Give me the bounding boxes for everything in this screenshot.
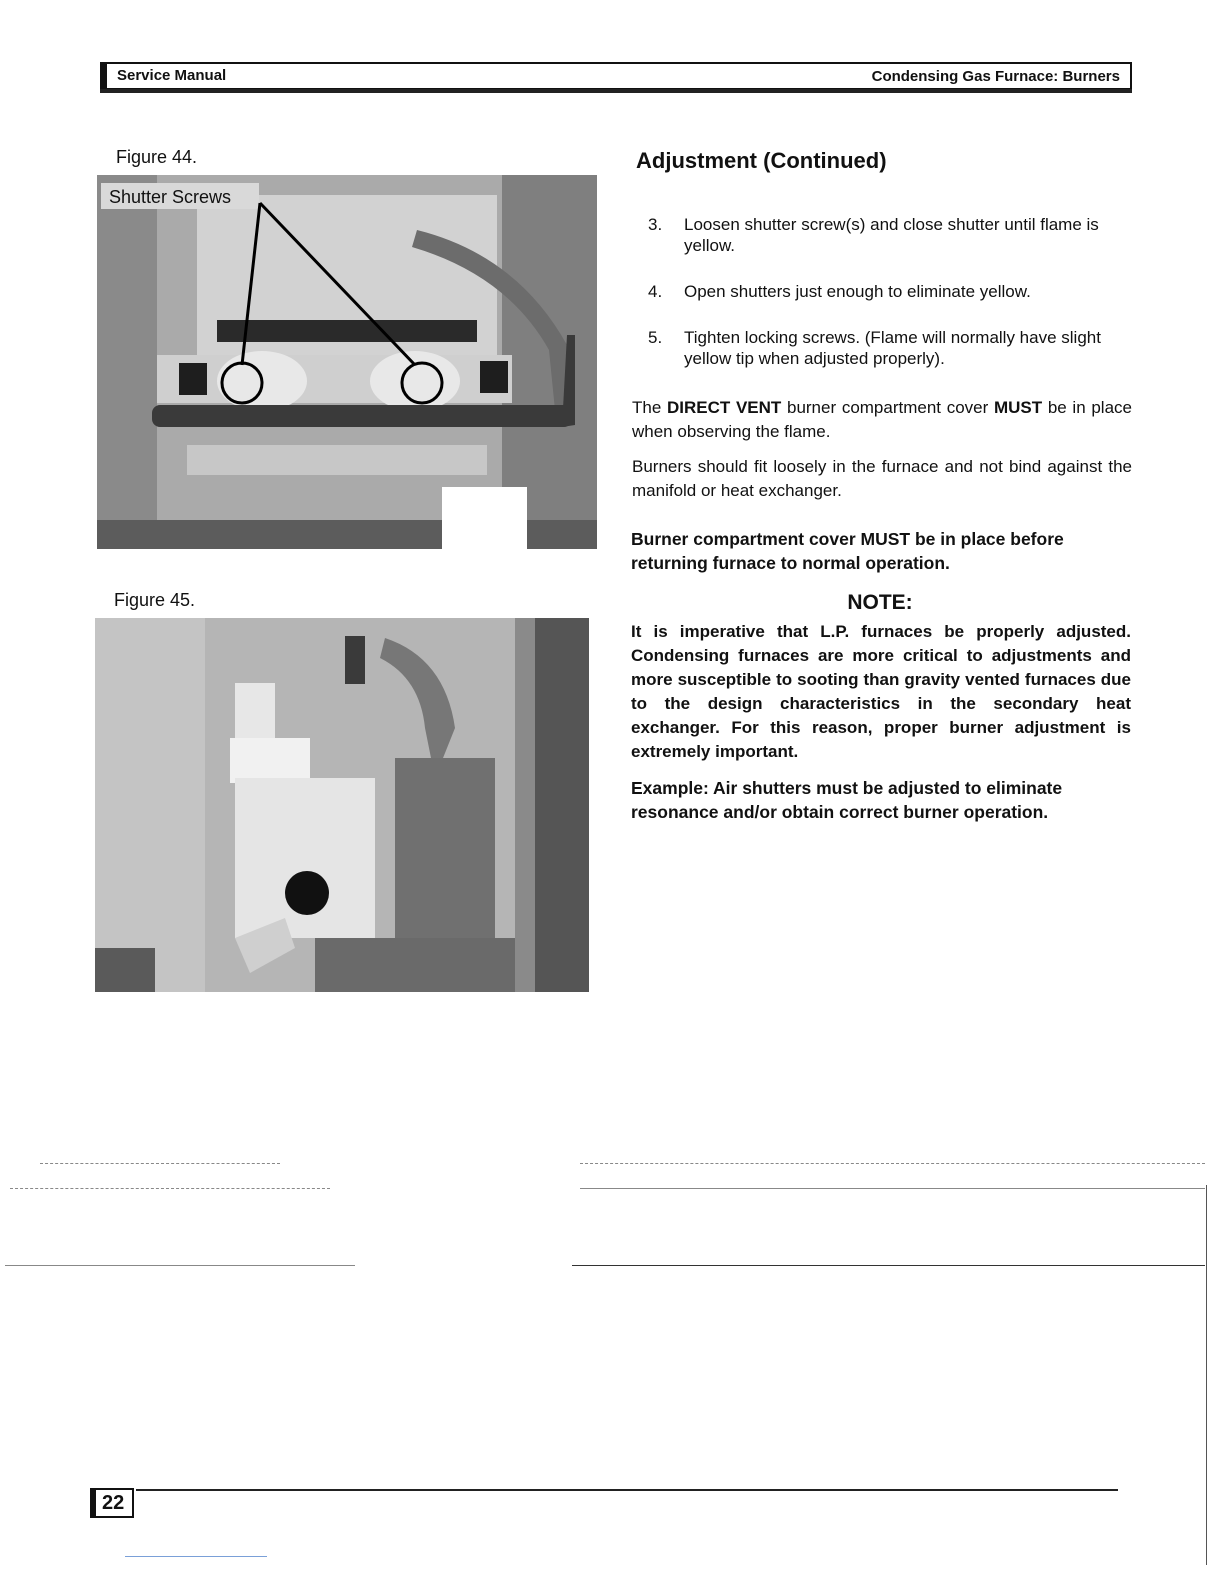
scan-artifact-line [572, 1265, 1205, 1266]
direct-vent-text-1: The [632, 398, 667, 417]
step-number: 3. [648, 215, 663, 234]
scan-artifact-line [580, 1163, 1205, 1164]
scan-artifact-line [40, 1163, 280, 1164]
footer-rule [136, 1489, 1118, 1491]
header-manual-title: Service Manual [117, 67, 227, 84]
adjustment-steps [648, 214, 1134, 394]
step-text: Tighten locking screws. (Flame will normally have slight yellow tip when adjusted properly). [684, 328, 1101, 368]
step-number: 4. [648, 282, 663, 301]
warning-paragraph: Burner compartment cover MUST be in place before returning furnace to normal operation. [631, 529, 1064, 573]
list-item [648, 281, 1134, 302]
list-item [648, 214, 1134, 256]
shutter-screws-callout: Shutter Screws [109, 187, 232, 207]
page-header [100, 62, 1132, 90]
direct-vent-emphasis: DIRECT VENT [666, 398, 782, 417]
gas-valve-photo [95, 618, 589, 992]
burners-paragraph: Burners should fit loosely in the furnace and not bind against the manifold or heat exchanger. [632, 457, 1132, 500]
direct-vent-text-2: burner compartment cover [781, 398, 994, 417]
burner-shutter-photo [97, 175, 597, 549]
page-number: 22 [90, 1488, 134, 1518]
figure-44-photo [97, 175, 597, 549]
direct-vent-paragraph [632, 396, 1132, 444]
step-text: Open shutters just enough to eliminate yellow. [684, 282, 1031, 301]
figure-45-photo [95, 618, 589, 992]
must-emphasis: MUST [993, 398, 1043, 417]
figure-45-label: Figure 45. [114, 590, 196, 610]
scan-artifact-line [10, 1188, 330, 1189]
figure-44-label: Figure 44. [116, 147, 198, 167]
step-text: Loosen shutter screw(s) and close shutter until flame is yellow. [684, 215, 1099, 255]
header-section-title: Condensing Gas Furnace: Burners [871, 68, 1120, 85]
scan-artifact-line [5, 1265, 355, 1266]
scan-artifact-line [580, 1188, 1205, 1189]
scan-edge [1206, 1185, 1207, 1565]
step-number: 5. [648, 328, 663, 347]
direct-vent-text-3: be in place when observing the flame. [632, 398, 1132, 441]
note-example: Example: Air shutters must be adjusted to eliminate resonance and/or obtain correct burner operation. [631, 778, 1063, 822]
section-title: Adjustment (Continued) [636, 148, 887, 173]
header-rule [100, 89, 1132, 93]
scan-artifact-line [125, 1556, 267, 1557]
list-item [648, 327, 1134, 369]
note-title: NOTE: [847, 591, 913, 614]
note-body: It is imperative that L.P. furnaces be properly adjusted. Condensing furnaces are more critical to adjustments and more susceptible to sooting than gravity vented furnaces due to the design characteristics in the secondary heat exchanger. For this reason, proper burner adjustment is extremely important. [631, 622, 1131, 761]
